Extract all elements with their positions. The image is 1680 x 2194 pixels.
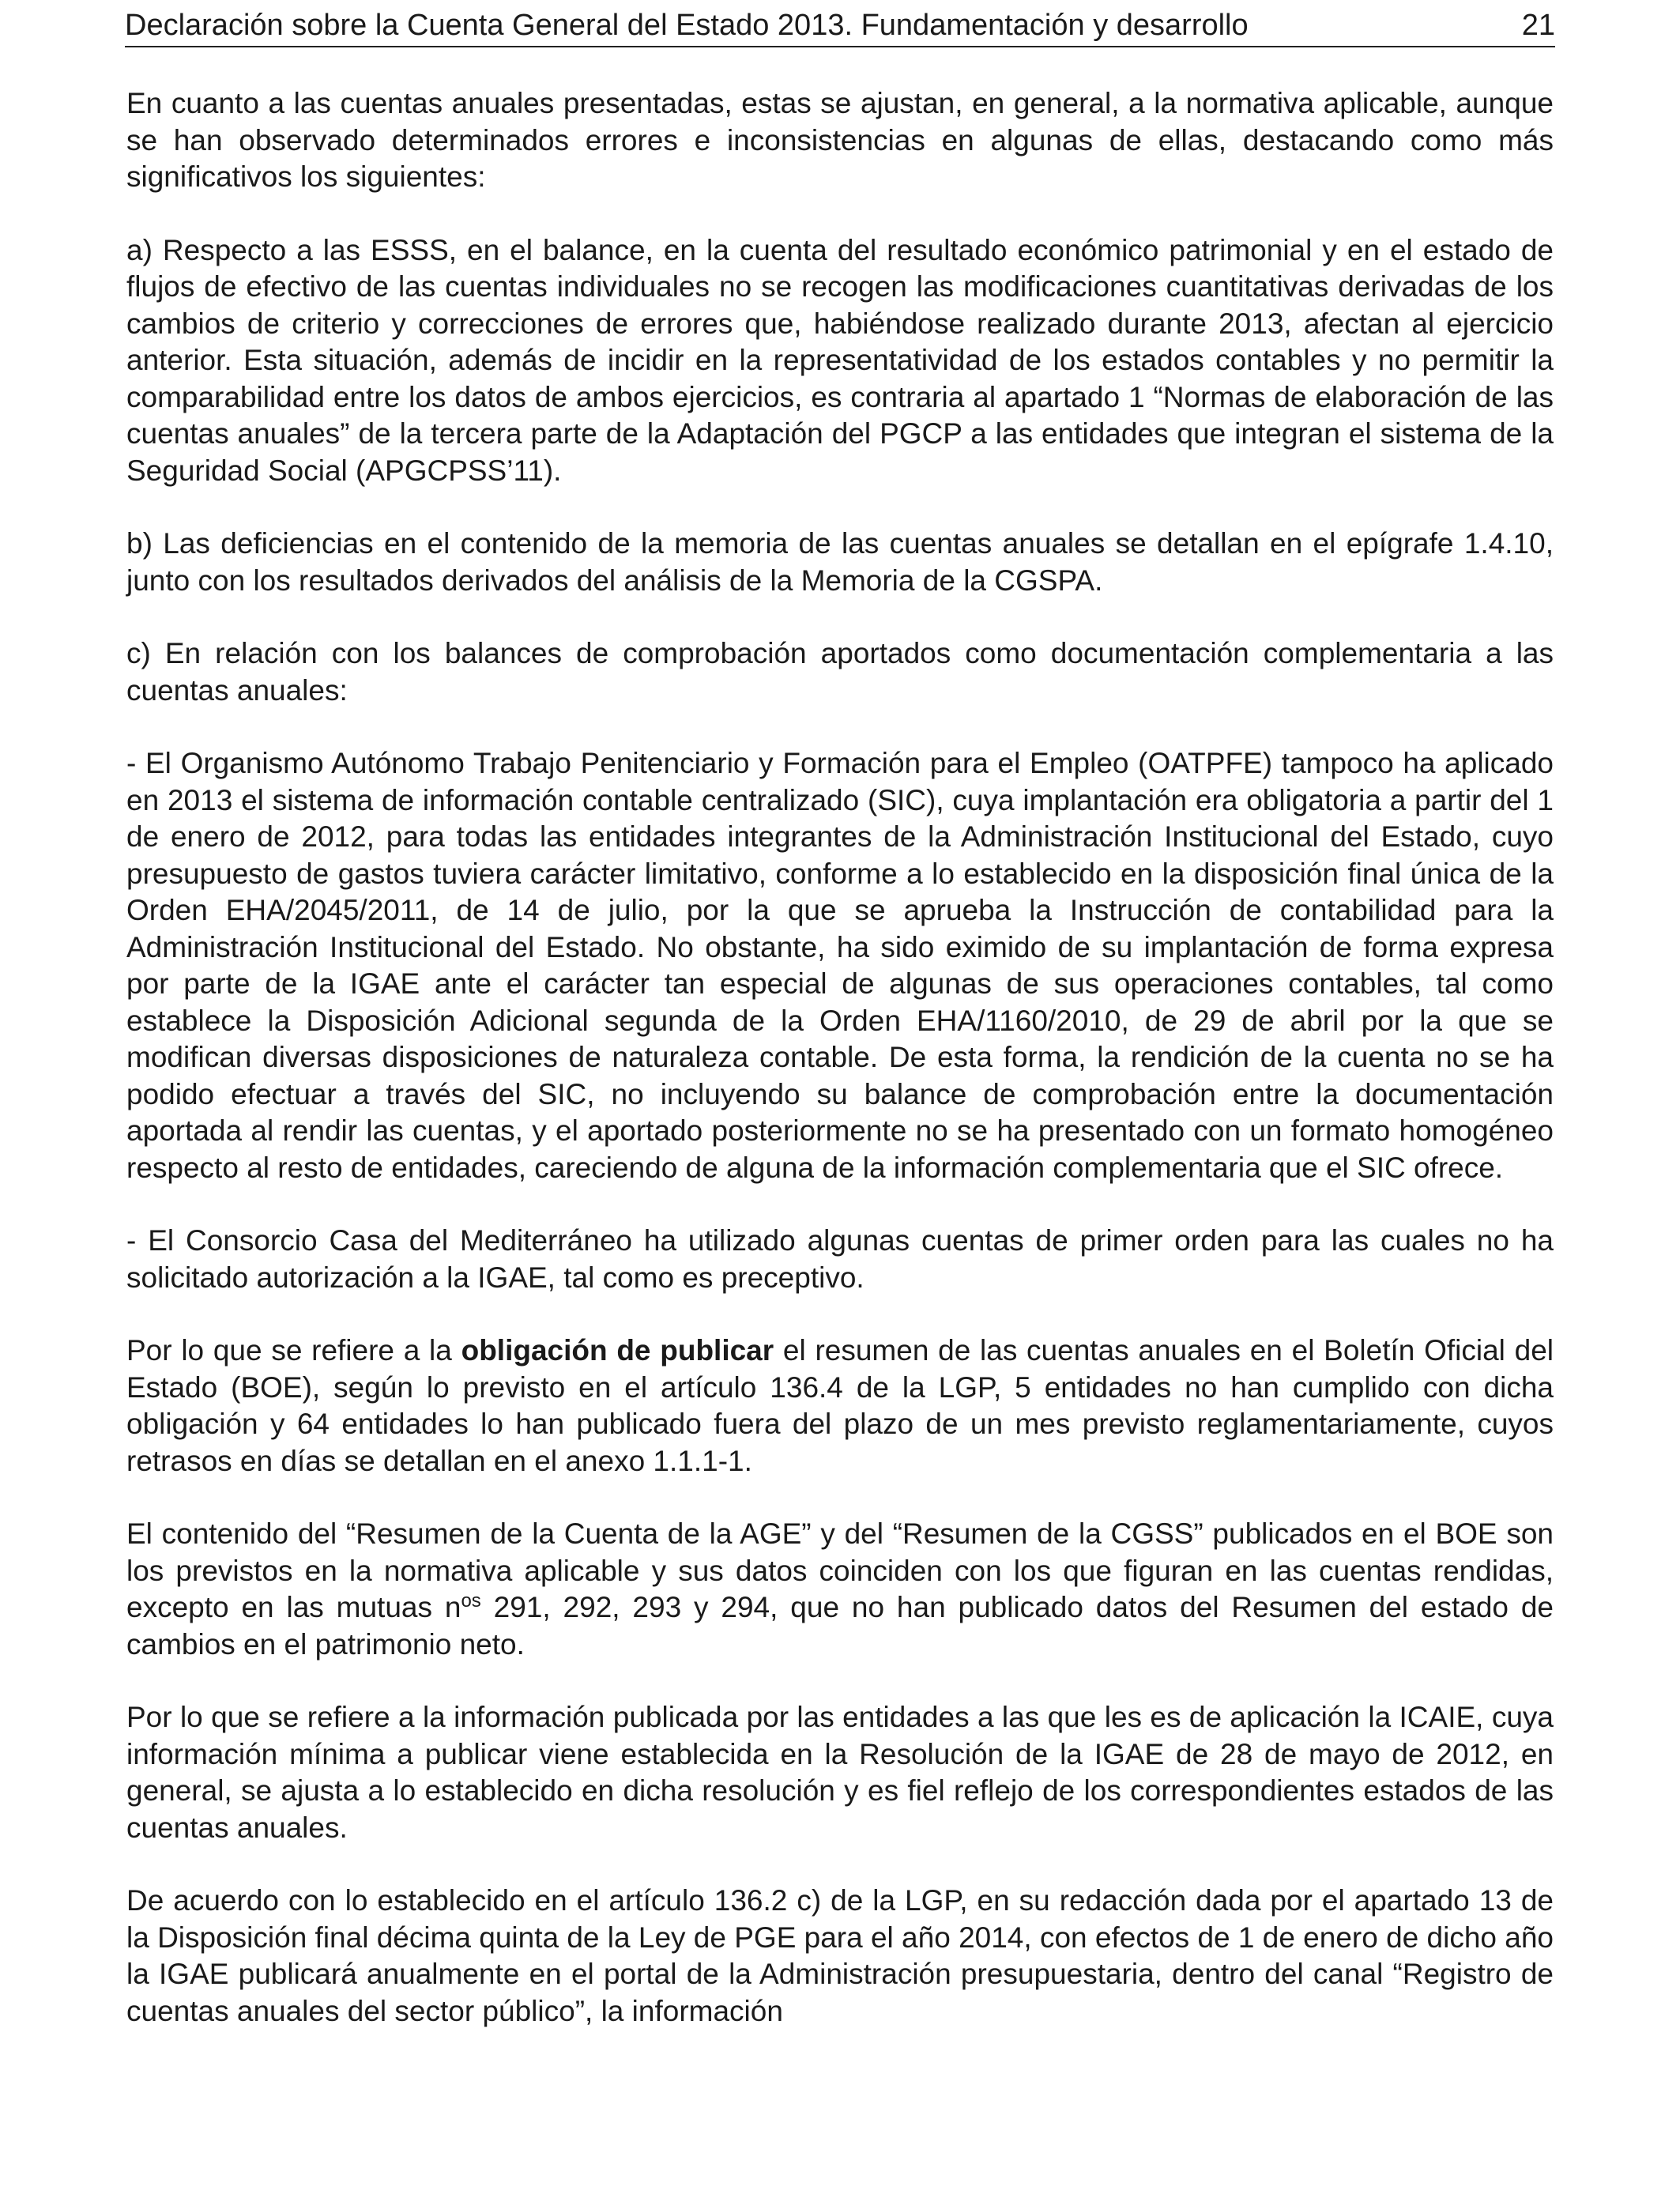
paragraph-oatpfe: - El Organismo Autónomo Trabajo Penitenciario y Formación para el Empleo (OATPFE) tampoco ha aplicado en 2013 el sistema de información contable centralizado (SIC), cuya implantación era obligatoria a partir del 1 de enero de 2012, para todas las entidades integrantes de la Administración Institucional del Estado, cuyo presupuesto de gastos tuviera carácter limitativo, conforme a lo establecido en la disposición final única de la Orden EHA/2045/2011, de 14 de julio, por la que se aprueba la Instrucción de contabilidad para la Administración Institucional del Estado. No obstante, ha sido eximido de su implantación de forma expresa por parte de la IGAE ante el carácter tan especial de algunas de sus operaciones contables, tal como establece la Disposición Adicional segunda de la Orden EHA/1160/2010, de 29 de abril por la que se modifican diversas disposiciones de naturaleza contable. De esta forma, la rendición de la cuenta no se ha podido efectuar a través del SIC, no incluyendo su balance de comprobación entre la documentación aportada al rendir las cuentas, y el aportado posteriormente no se ha presentado con un formato homogéneo respecto al resto de entidades, careciendo de alguna de la información complementaria que el SIC ofrece. <box>126 747 1554 1184</box>
text-run: Por lo que se refiere a la <box>126 1334 461 1367</box>
text-run: 291, 292, 293 y 294, que no han publicado datos del Resumen del estado de cambios en el patrimonio neto. <box>126 1591 1554 1661</box>
paragraph-item-c: c) En relación con los balances de comprobación aportados como documentación complementaria a las cuentas anuales: <box>126 637 1554 707</box>
paragraph-consorcio: - El Consorcio Casa del Mediterráneo ha utilizado algunas cuentas de primer orden para las cuales no ha solicitado autorización a la IGAE, tal como es preceptivo. <box>126 1224 1554 1294</box>
paragraph-intro: En cuanto a las cuentas anuales presentadas, estas se ajustan, en general, a la normativa aplicable, aunque se han observado determinados errores e inconsistencias en algunas de ellas, destacando como más significativos los siguientes: <box>126 87 1554 193</box>
paragraph-publication-obligation <box>126 1333 1554 1480</box>
paragraph-article-136: De acuerdo con lo establecido en el artículo 136.2 c) de la LGP, en su redacción dada por el apartado 13 de la Disposición final décima quinta de la Ley de PGE para el año 2014, con efectos de 1 de enero de dicho año la IGAE publicará anualmente en el portal de la Administración presupuestaria, dentro del canal “Registro de cuentas anuales del sector público”, la información <box>126 1884 1554 2027</box>
paragraph-item-b: b) Las deficiencias en el contenido de la memoria de las cuentas anuales se detallan en el epígrafe 1.4.10, junto con los resultados derivados del análisis de la Memoria de la CGSPA. <box>126 527 1554 597</box>
text-run: el resumen de las cuentas anuales en el Boletín Oficial del Estado (BOE), según lo previsto en el artículo 136.4 de la LGP, 5 entidades no han cumplido con dicha obligación y 64 entidades lo han publicado fuera del plazo de un mes previsto reglamentariamente, cuyos retrasos en días se detallan en el anexo 1.1.1-1. <box>126 1334 1554 1477</box>
document-body <box>126 85 1554 2030</box>
paragraph-boe-summary <box>126 1516 1554 1663</box>
paragraph-icaie: Por lo que se refiere a la información publicada por las entidades a las que les es de aplicación la ICAIE, cuya información mínima a publicar viene establecida en la Resolución de la IGAE de 28 de mayo de 2012, en general, se ajusta a lo establecido en dicha resolución y es fiel reflejo de los correspondientes estados de las cuentas anuales. <box>126 1701 1554 1844</box>
text-run: El contenido del “Resumen de la Cuenta de la AGE” y del “Resumen de la CGSS” publicados en el BOE son los previstos en la normativa aplicable y sus datos coinciden con los que figuran en las cuentas rendidas, excepto en las mutuas n <box>126 1517 1554 1623</box>
bold-term: obligación de publicar <box>461 1334 774 1367</box>
superscript: os <box>461 1590 481 1612</box>
page-number: 21 <box>1521 9 1555 42</box>
page-header <box>125 6 1555 47</box>
header-title: Declaración sobre la Cuenta General del Estado 2013. Fundamentación y desarrollo <box>125 9 1249 42</box>
paragraph-item-a: a) Respecto a las ESSS, en el balance, en la cuenta del resultado económico patrimonial y en el estado de flujos de efectivo de las cuentas individuales no se recogen las modificaciones cuantitativas derivadas de los cambios de criterio y correcciones de errores que, habiéndose realizado durante 2013, afectan al ejercicio anterior. Esta situación, además de incidir en la representatividad de los estados contables y no permitir la comparabilidad entre los datos de ambos ejercicios, es contraria al apartado 1 “Normas de elaboración de las cuentas anuales” de la tercera parte de la Adaptación del PGCP a las entidades que integran el sistema de la Seguridad Social (APGCPSS’11). <box>126 233 1554 487</box>
